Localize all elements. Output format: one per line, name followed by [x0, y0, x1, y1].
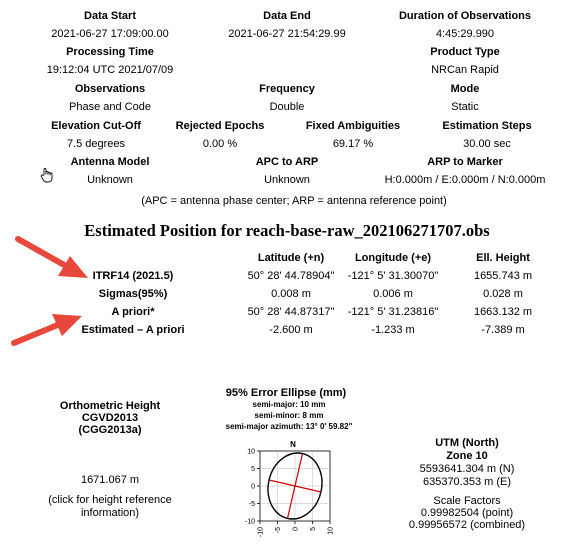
mode-value: Static [451, 101, 479, 113]
annotation-arrow-icon [0, 226, 100, 286]
elevation-cutoff-label: Elevation Cut-Off [51, 120, 141, 132]
utm-zone: Zone 10 [446, 450, 488, 462]
arp-to-marker-value: H:0.000m / E:0.000m / N:0.000m [384, 174, 546, 186]
x-tick-label: -5 [275, 527, 282, 534]
data-end-label: Data End [263, 10, 311, 22]
orthometric-value: 1671.067 m [80, 474, 140, 486]
estimation-steps-label: Estimation Steps [442, 120, 532, 132]
row-diff-lat: -2.600 m [269, 324, 313, 336]
x-tick-label: 0 [292, 527, 300, 531]
height-reference-link-2[interactable]: information) [80, 507, 140, 519]
row-label-itrf: ITRF14 (2021.5) [92, 270, 174, 282]
data-start-label: Data Start [84, 10, 136, 22]
row-sigmas-lat: 0.008 m [271, 288, 311, 300]
row-label-apriori: A priori* [111, 306, 155, 318]
acronym-footnote: (APC = antenna phase center; ARP = antenna reference point) [141, 195, 447, 207]
ellipse-title: 95% Error Ellipse (mm) [225, 387, 347, 399]
y-tick-label: 0 [251, 483, 255, 491]
apc-to-arp-value: Unknown [264, 174, 310, 186]
fixed-ambiguities-value: 69.17 % [332, 138, 374, 150]
error-ellipse-plot [230, 436, 350, 550]
scale-factors-title: Scale Factors [433, 495, 501, 507]
col-latitude: Latitude (+n) [257, 252, 325, 264]
height-reference-link[interactable]: (click for height reference [48, 494, 172, 506]
duration-label: Duration of Observations [398, 10, 532, 22]
antenna-model-value: Unknown [87, 174, 133, 186]
rejected-epochs-value: 0.00 % [202, 138, 238, 150]
row-diff-height: -7.389 m [481, 324, 525, 336]
col-ell-height: Ell. Height [476, 252, 530, 264]
ellipse-azimuth: semi-major azimuth: 13° 0' 59.82" [225, 422, 353, 431]
orthometric-datum: CGVD2013 [81, 412, 139, 424]
north-label: N [290, 440, 296, 449]
y-tick-label: 5 [251, 466, 255, 473]
ellipse-semi-major: semi-major: 10 mm [252, 400, 326, 409]
processing-time-label: Processing Time [66, 46, 154, 58]
hand-cursor-icon [40, 167, 54, 183]
ellipse-semi-minor: semi-minor: 8 mm [254, 411, 324, 420]
rejected-epochs-label: Rejected Epochs [175, 120, 265, 132]
elevation-cutoff-value: 7.5 degrees [66, 138, 126, 150]
fixed-ambiguities-label: Fixed Ambiguities [305, 120, 401, 132]
row-diff-lon: -1.233 m [371, 324, 415, 336]
processing-time-value: 19:12:04 UTC 2021/07/09 [46, 64, 174, 76]
orthometric-title: Orthometric Height [59, 400, 161, 412]
row-sigmas-height: 0.028 m [483, 288, 523, 300]
utm-northing: 5593641.304 m (N) [419, 463, 515, 475]
frequency-value: Double [269, 101, 305, 113]
estimation-steps-value: 30.00 sec [463, 138, 511, 150]
data-start-value: 2021-06-27 17:09:00.00 [51, 28, 169, 40]
y-tick-label: 10 [247, 448, 255, 456]
row-apriori-lon: -121° 5' 31.23816" [347, 306, 439, 318]
col-longitude: Longitude (+e) [354, 252, 432, 264]
x-tick-label: -10 [257, 527, 265, 538]
utm-easting: 635370.353 m (E) [422, 476, 512, 488]
utm-title: UTM (North) [435, 437, 499, 449]
arp-to-marker-label: ARP to Marker [427, 156, 503, 168]
row-apriori-lat: 50° 28' 44.87317" [247, 306, 335, 318]
antenna-model-label: Antenna Model [70, 156, 150, 168]
duration-value: 4:45:29.990 [435, 28, 495, 40]
orthometric-model: (CGG2013a) [78, 424, 142, 436]
x-tick-label: 5 [310, 527, 317, 531]
scale-factor-point: 0.99982504 (point) [420, 507, 514, 519]
observations-value: Phase and Code [69, 101, 151, 113]
row-itrf-lon: -121° 5' 31.30070" [347, 270, 439, 282]
observations-label: Observations [74, 83, 146, 95]
x-tick-label: 10 [327, 527, 335, 535]
annotation-arrow-icon [0, 306, 100, 356]
mode-label: Mode [450, 83, 480, 95]
frequency-label: Frequency [259, 83, 315, 95]
row-label-estimated-minus-apriori: Estimated – A priori [81, 324, 185, 336]
scale-factor-combined: 0.99956572 (combined) [408, 519, 526, 531]
data-end-value: 2021-06-27 21:54:29.99 [228, 28, 346, 40]
y-tick-label: -5 [248, 501, 255, 508]
product-type-label: Product Type [430, 46, 500, 58]
position-title: Estimated Position for reach-base-raw_202106271707.obs [84, 221, 490, 240]
product-type-value: NRCan Rapid [431, 64, 499, 76]
y-tick-label: -10 [244, 518, 255, 526]
row-itrf-lat: 50° 28' 44.78904" [247, 270, 335, 282]
row-apriori-height: 1663.132 m [473, 306, 533, 318]
row-sigmas-lon: 0.006 m [373, 288, 413, 300]
row-itrf-height: 1655.743 m [473, 270, 533, 282]
row-label-sigmas: Sigmas(95%) [98, 288, 168, 300]
apc-to-arp-label: APC to ARP [255, 156, 319, 168]
